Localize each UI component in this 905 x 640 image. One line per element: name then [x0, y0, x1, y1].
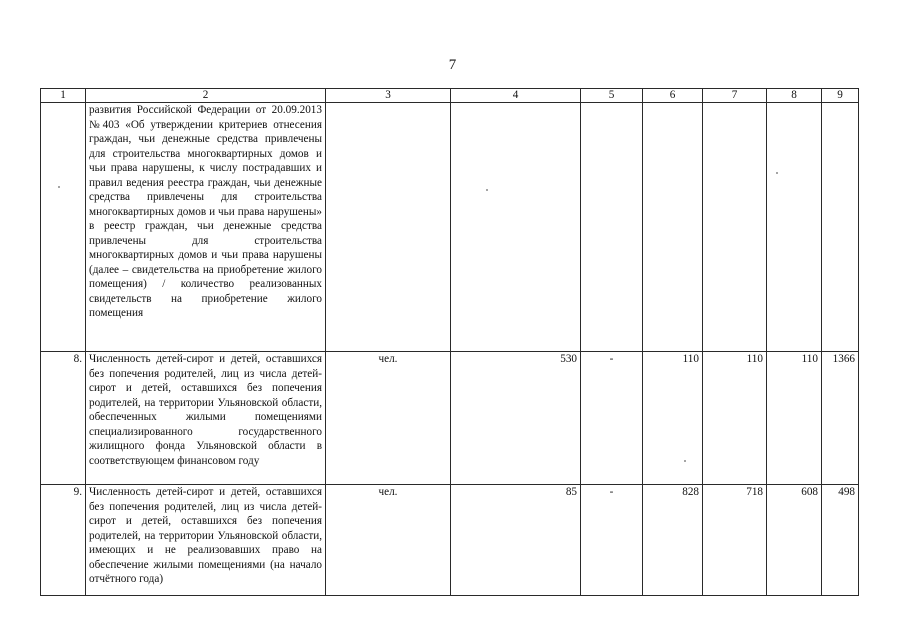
unit-cell: чел. [326, 352, 451, 485]
page-number: 7 [448, 57, 457, 73]
header-cell-7: 7 [703, 89, 767, 103]
header-cell-9: 9 [822, 89, 859, 103]
row-number-cell: 8. [41, 352, 86, 485]
value-cell-5: - [581, 352, 643, 485]
value-cell-4 [451, 103, 581, 352]
indicators-table [40, 88, 859, 596]
header-cell-1: 1 [41, 89, 86, 103]
value-cell-8 [767, 103, 822, 352]
header-cell-2: 2 [86, 89, 326, 103]
row-number-cell: 9. [41, 485, 86, 596]
header-cell-8: 8 [767, 89, 822, 103]
header-cell-6: 6 [643, 89, 703, 103]
scan-speck [684, 460, 686, 462]
value-cell-6: 110 [643, 352, 703, 485]
row-number-cell [41, 103, 86, 352]
header-row [41, 89, 859, 103]
indicator-continuation-text: развития Российской Федерации от 20.09.2013 №403 «Об утверждении критериев отнесения граждан, чьи денежные средства привлечены для строительства многоквартирных домов и чьи права нарушены, к числу пострадавших и правил ведения реестра граждан, чьи денежные средства привлечены для строительства многоквартирных домов и чьи права нарушены» в реестр граждан, чьи денежные средства привлечены для строительства многоквартирных домов и чьи права нарушены (далее – свидетельства на приобретение жилого помещения) / количество реализованных свидетельств на приобретение жилого помещения [86, 103, 326, 352]
value-cell-9: 1366 [822, 352, 859, 485]
header-cell-5: 5 [581, 89, 643, 103]
table-row [41, 485, 859, 596]
indicator-text: Численность детей-сирот и детей, оставшихся без попечения родителей, лиц из числа детей-сирот и детей, оставшихся без попечения родителей, на территории Ульяновской области, обеспеченных жилыми помещениями специализированного государственного жилищного фонда Ульяновской области в соответствующем финансовом году [86, 352, 326, 485]
value-cell-6 [643, 103, 703, 352]
value-cell-4: 85 [451, 485, 581, 596]
header-cell-4: 4 [451, 89, 581, 103]
header-cell-3: 3 [326, 89, 451, 103]
scan-speck [486, 189, 488, 191]
value-cell-7: 718 [703, 485, 767, 596]
value-cell-5 [581, 103, 643, 352]
scan-speck [58, 186, 60, 188]
value-cell-8: 608 [767, 485, 822, 596]
unit-cell: чел. [326, 485, 451, 596]
table-row-continuation [41, 103, 859, 352]
value-cell-8: 110 [767, 352, 822, 485]
value-cell-7 [703, 103, 767, 352]
value-cell-9 [822, 103, 859, 352]
value-cell-7: 110 [703, 352, 767, 485]
value-cell-5: - [581, 485, 643, 596]
value-cell-6: 828 [643, 485, 703, 596]
unit-cell [326, 103, 451, 352]
value-cell-9: 498 [822, 485, 859, 596]
scan-speck [776, 172, 778, 174]
indicator-text: Численность детей-сирот и детей, оставшихся без попечения родителей, лиц из числа детей-сирот и детей, оставшихся без попечения родителей, на территории Ульяновской области, имеющих и не реализовавших право на обеспечение жилыми помещениями (на начало отчётного года) [86, 485, 326, 596]
value-cell-4: 530 [451, 352, 581, 485]
table-row [41, 352, 859, 485]
